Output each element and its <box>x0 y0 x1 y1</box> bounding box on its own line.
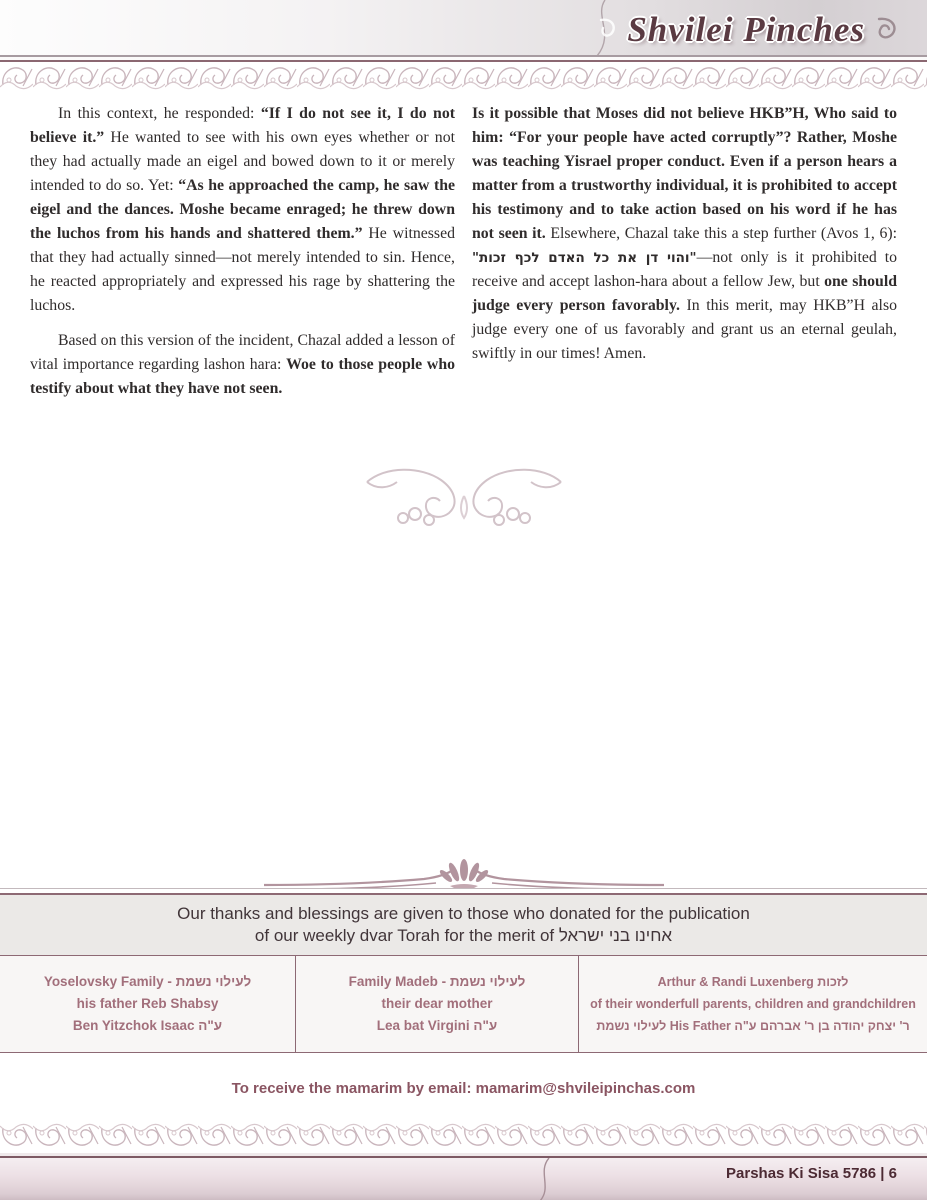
paragraph: In this context, he responded: “If I do not see it, I do not believe it.” He wanted to see with his own eyes whether or not they had actually made an eigel and bowed down to it or merely intended to do so. Yet: “As he approached the camp, he saw the eigel and the dances. Moshe became enraged; he threw down the luchos from his hands and shattered them.” He witnessed that they had actually sinned—not merely intended to sin. Hence, he reacted appropriately and expressed his rage by shattering the luchos. <box>30 105 456 314</box>
wings-ornament-icon <box>0 462 927 528</box>
donor-line: לעילוי נשמת His Father ר' יצחק יהודה בן ר' אברהם ע"ה <box>596 1019 910 1033</box>
donor-line: their dear mother <box>381 996 493 1011</box>
email-contact-line[interactable]: To receive the mamarim by email: mamarim@shvileipinchas.com <box>231 1080 696 1097</box>
paragraph: Based on this version of the incident, Chazal added a lesson of vital importance regarding lashon hara: Woe to those people who testify about what they have not seen. <box>30 332 455 397</box>
donor-line: Family Madeb - לעילוי נשמת <box>348 974 526 989</box>
page-header <box>0 0 927 56</box>
donor-acknowledgements <box>0 955 927 1053</box>
page-number: Parshas Ki Sisa 5786 | 6 <box>726 1165 897 1182</box>
article-right-column <box>472 102 897 401</box>
donor-box-madeb <box>295 956 578 1052</box>
header-rule <box>0 55 927 62</box>
footer-curve-line <box>525 1158 565 1200</box>
paragraph: Is it possible that Moses did not believe HKB”H, Who said to him: “For your people have acted corruptly”? Rather, Moshe was teaching Yisrael proper conduct. Even if a person hears a matter from a trustworthy individual, it is prohibited to accept his testimony and to take action based on his word if he has not seen it. Elsewhere, Chazal take this a step further (Avos 1, 6): "והוי דן את כל האדם לכף זכות"—not only is it prohibited to receive and accept lashon-hara about a fellow Jew, but one should judge every person favorably. In this merit, may HKB”H also judge every one of us favorably and grant us an eternal geulah, swiftly in our times! Amen. <box>472 105 898 362</box>
lace-border-bottom <box>0 1120 927 1150</box>
donor-line: of their wonderfull parents, children and grandchildren <box>590 997 916 1011</box>
title-swirl-right-icon <box>873 15 899 45</box>
page-footer <box>0 1156 927 1200</box>
thanks-line-1: Our thanks and blessings are given to those who donated for the publication <box>177 904 750 923</box>
fan-divider-icon <box>0 858 927 892</box>
donor-box-luxenberg <box>578 956 927 1052</box>
lace-border-top <box>0 63 927 93</box>
title-swirl-left-icon <box>597 16 619 44</box>
thanks-line-2: of our weekly dvar Torah for the merit of אחינו בני ישראל <box>254 926 673 945</box>
donor-box-yoselovsky <box>0 956 295 1052</box>
donor-line: Arthur & Randi Luxenberg לזכות <box>657 975 849 989</box>
donor-line: Lea bat Virgini ע"ה <box>376 1018 498 1033</box>
article-left-column <box>30 102 455 401</box>
donor-line: Ben Yitzchok Isaac ע"ה <box>72 1018 223 1033</box>
donor-line: Yoselovsky Family - לעילוי נשמת <box>43 974 252 989</box>
article-body <box>30 102 897 401</box>
donor-line: his father Reb Shabsy <box>76 996 219 1011</box>
thanks-section <box>0 893 927 955</box>
page-title: Shvilei Pinches <box>627 10 865 49</box>
